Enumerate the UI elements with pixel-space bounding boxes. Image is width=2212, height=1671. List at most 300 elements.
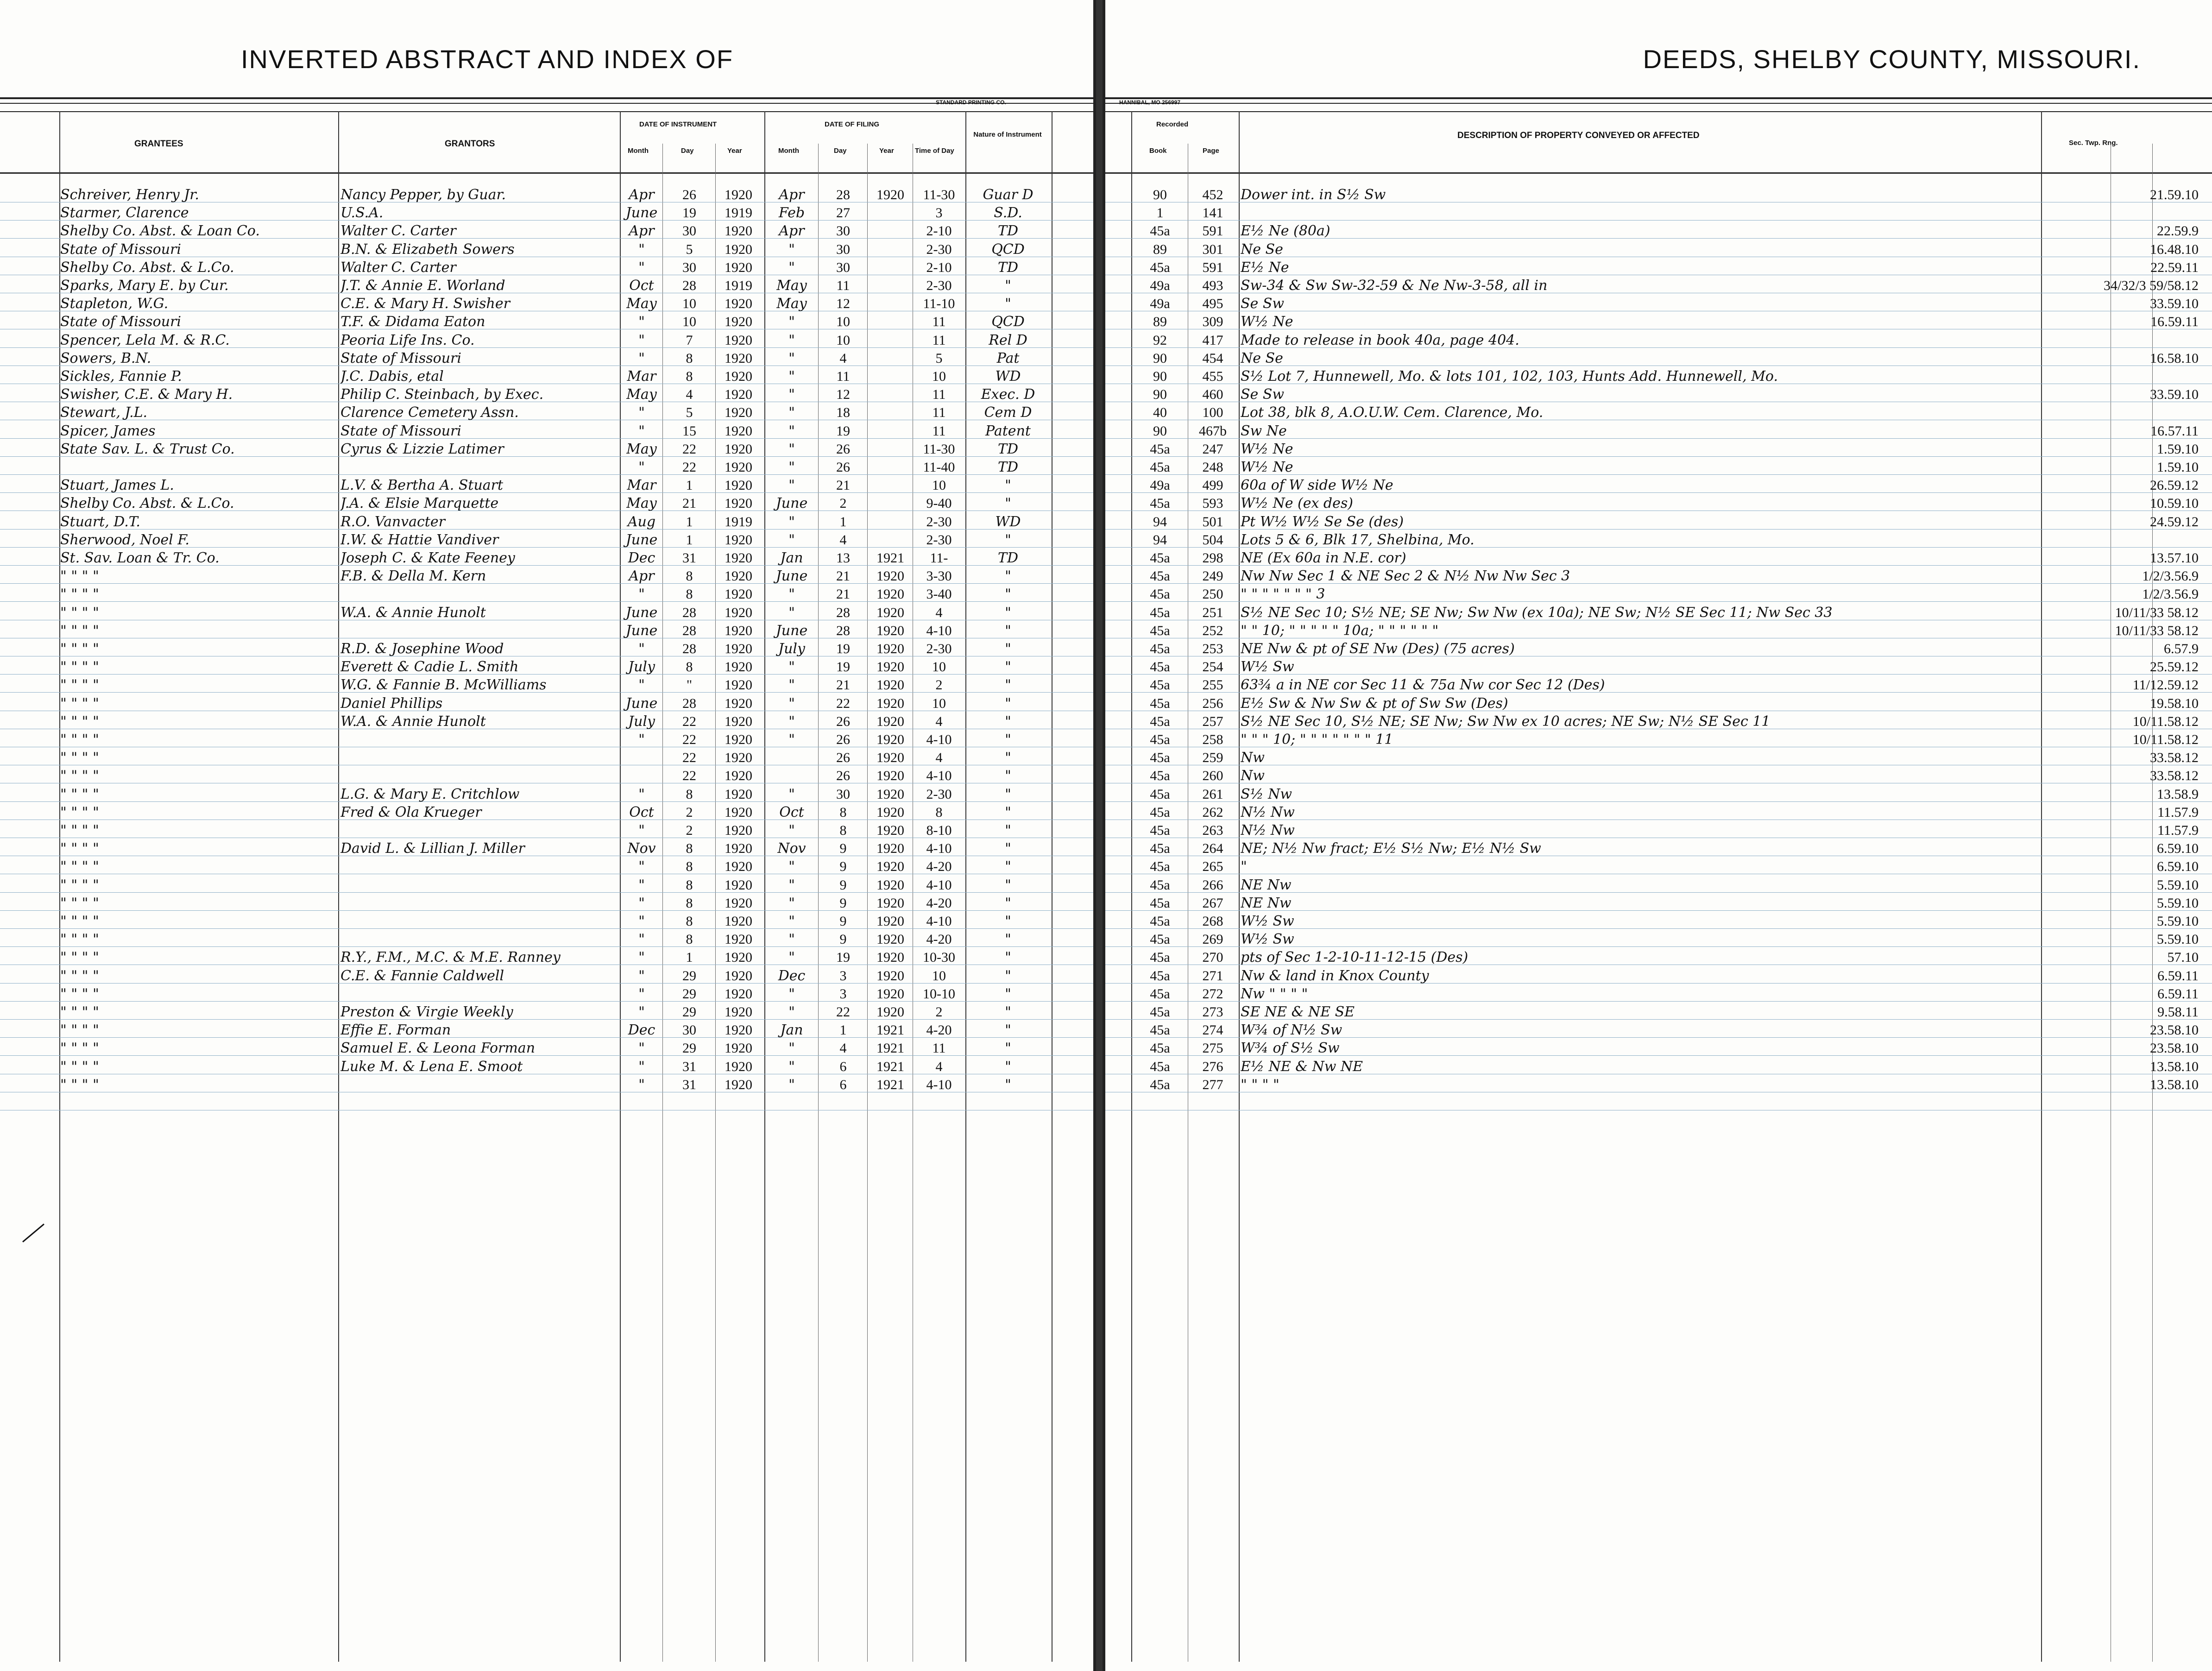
filing-day-cell: 9 xyxy=(839,914,847,929)
grantee-cell: Shelby Co. Abst. & Loan Co. xyxy=(60,223,260,240)
table-row xyxy=(1105,803,2212,821)
page-cell: 257 xyxy=(1202,713,1223,729)
table-row xyxy=(0,857,1093,875)
time-of-day-cell: 4-10 xyxy=(926,841,952,857)
table-row xyxy=(0,657,1093,675)
grantee-cell: " " " " xyxy=(60,568,99,585)
filing-month-cell: " xyxy=(788,423,795,439)
nature-cell: TD xyxy=(997,550,1019,566)
nature-cell: " xyxy=(1005,823,1011,839)
table-row xyxy=(0,385,1093,403)
grantor-cell: J.A. & Elsie Marquette xyxy=(340,496,499,512)
page-cell: 100 xyxy=(1202,405,1223,421)
filing-month-cell: " xyxy=(788,986,795,1002)
grantee-cell: " " " " xyxy=(60,768,99,784)
filing-day-cell: 2 xyxy=(839,496,847,511)
table-row xyxy=(0,839,1093,857)
time-of-day-cell: 4-20 xyxy=(926,932,952,947)
time-of-day-cell: 2 xyxy=(935,1004,943,1020)
grantee-cell: " " " " xyxy=(60,1004,99,1020)
instrument-day-cell: 30 xyxy=(682,259,696,275)
instrument-day-cell: 8 xyxy=(686,568,693,584)
table-row xyxy=(1105,948,2212,966)
sec-twp-rng-cell: 16.48.10 xyxy=(2150,241,2199,257)
grantee-cell: " " " " xyxy=(60,659,99,675)
time-of-day-cell: 2-30 xyxy=(926,641,952,656)
description-cell: Nw xyxy=(1241,750,1265,766)
table-row xyxy=(1105,876,2212,894)
nature-cell: " xyxy=(1005,768,1011,784)
left-ledger-page xyxy=(0,0,1096,1671)
nature-cell: " xyxy=(1005,804,1011,820)
table-row xyxy=(0,930,1093,948)
filing-month-cell: " xyxy=(788,859,795,875)
nature-cell: QCD xyxy=(991,314,1025,330)
filing-day-cell: 12 xyxy=(836,387,850,403)
nature-cell: " xyxy=(1005,877,1011,893)
table-row xyxy=(0,766,1093,784)
time-of-day-cell: 10-10 xyxy=(923,986,955,1002)
filing-month-cell: May xyxy=(776,278,807,294)
table-row xyxy=(0,821,1093,839)
description-cell: E½ Ne (80a) xyxy=(1241,223,1330,240)
time-of-day-cell: 2-30 xyxy=(926,514,952,530)
book-cell: 45a xyxy=(1150,641,1170,656)
book-cell: 49a xyxy=(1150,478,1170,493)
filing-day-cell: 9 xyxy=(839,932,847,947)
filing-day-cell: 10 xyxy=(836,332,850,348)
table-row xyxy=(1105,385,2212,403)
table-row xyxy=(1105,1003,2212,1021)
grantor-cell: State of Missouri xyxy=(340,423,461,439)
description-cell: Sw-34 & Sw Sw-32-59 & Ne Nw-3-58, all in xyxy=(1241,278,1548,294)
table-row xyxy=(1105,349,2212,367)
nature-cell: " xyxy=(1005,841,1011,857)
page-cell: 591 xyxy=(1202,259,1223,275)
page-cell: 274 xyxy=(1202,1022,1223,1038)
sec-twp-rng-cell: 6.59.10 xyxy=(2157,859,2199,875)
page-cell: 454 xyxy=(1202,350,1223,366)
time-of-day-cell: 10-30 xyxy=(923,950,955,965)
nature-cell: " xyxy=(1005,1004,1011,1020)
description-cell: E½ Sw & Nw Sw & pt of Sw Sw (Des) xyxy=(1241,695,1508,712)
description-cell: 63¾ a in NE cor Sec 11 & 75a Nw cor Sec 12 (Des) xyxy=(1241,677,1605,694)
book-cell: 1 xyxy=(1156,205,1164,221)
filing-day-cell: 6 xyxy=(839,1077,847,1092)
table-row xyxy=(1105,785,2212,803)
sec-twp-rng-header: Sec. Twp. Rng. xyxy=(2069,139,2118,147)
book-cell: 89 xyxy=(1153,314,1167,330)
table-row xyxy=(1105,585,2212,603)
sec-twp-rng-cell: 6.59.10 xyxy=(2157,841,2199,857)
instrument-year-cell: 1920 xyxy=(725,441,752,457)
filing-year-cell: 1920 xyxy=(876,713,904,729)
sec-twp-rng-cell: 11.57.9 xyxy=(2157,804,2199,820)
sec-twp-rng-cell: 16.57.11 xyxy=(2150,423,2199,439)
nature-cell: Exec. D xyxy=(981,387,1035,403)
table-row xyxy=(1105,294,2212,312)
table-row xyxy=(1105,748,2212,766)
table-row xyxy=(0,730,1093,748)
table-row xyxy=(0,1039,1093,1057)
page-cell: 267 xyxy=(1202,895,1223,911)
grantee-cell: " " " " xyxy=(60,1022,99,1039)
book-cell: 45a xyxy=(1150,496,1170,511)
grantee-cell: " " " " xyxy=(60,986,99,1002)
table-row xyxy=(0,639,1093,657)
sec-twp-rng-cell: 5.59.10 xyxy=(2157,932,2199,947)
instrument-month-cell: " xyxy=(638,732,645,748)
book-cell: 90 xyxy=(1153,187,1167,202)
filing-day-cell: 9 xyxy=(839,895,847,911)
time-of-day-cell: 4-10 xyxy=(926,1077,952,1092)
table-row xyxy=(0,948,1093,966)
description-cell: W½ Sw xyxy=(1241,914,1294,929)
grantee-cell: State of Missouri xyxy=(60,241,181,258)
table-row xyxy=(0,276,1093,294)
instrument-day-cell: 10 xyxy=(682,296,696,312)
sec-twp-rng-cell: 57.10 xyxy=(2167,950,2199,965)
page-cell: 263 xyxy=(1202,823,1223,838)
filing-day-cell: 12 xyxy=(836,296,850,312)
instrument-day-cell: 28 xyxy=(682,623,696,638)
page-header: Page xyxy=(1203,147,1219,155)
time-of-day-cell: 2-10 xyxy=(926,223,952,239)
book-cell: 45a xyxy=(1150,441,1170,457)
table-row xyxy=(1105,1075,2212,1093)
table-row xyxy=(0,422,1093,440)
filing-day-cell: 4 xyxy=(839,1040,847,1056)
instrument-day-cell: 21 xyxy=(682,496,696,511)
instrument-day-cell: 2 xyxy=(686,823,693,838)
grantee-cell: Schreiver, Henry Jr. xyxy=(60,187,199,203)
description-cell: NE Nw xyxy=(1241,877,1292,893)
table-row xyxy=(0,876,1093,894)
table-row xyxy=(0,331,1093,349)
filing-day-cell: 9 xyxy=(839,859,847,875)
nature-cell: " xyxy=(1005,605,1011,621)
grantee-cell: " " " " xyxy=(60,823,99,839)
sec-twp-rng-cell: 22.59.9 xyxy=(2157,223,2199,239)
description-cell: 60a of W side W½ Ne xyxy=(1241,478,1393,494)
nature-cell: Rel D xyxy=(989,332,1027,348)
nature-cell: " xyxy=(1005,950,1011,966)
page-cell: 467b xyxy=(1199,423,1227,439)
time-of-day-header: Time of Day xyxy=(915,147,954,155)
filing-month-cell: June xyxy=(775,568,808,585)
time-of-day-cell: 10 xyxy=(932,695,946,711)
table-row xyxy=(0,984,1093,1003)
instrument-month-cell: June xyxy=(625,695,658,712)
filing-year-cell: 1920 xyxy=(876,986,904,1002)
grantee-cell: " " " " xyxy=(60,841,99,857)
instrument-month-cell: " xyxy=(638,877,645,893)
page-cell: 252 xyxy=(1202,623,1223,638)
page-cell: 261 xyxy=(1202,786,1223,802)
page-cell: 593 xyxy=(1202,496,1223,511)
instrument-year-cell: 1920 xyxy=(725,532,752,548)
table-row xyxy=(1105,857,2212,875)
nature-cell: " xyxy=(1005,1077,1011,1093)
instrument-month-cell: Mar xyxy=(627,369,656,385)
table-row xyxy=(0,1021,1093,1039)
table-row xyxy=(0,1075,1093,1093)
table-row xyxy=(0,549,1093,567)
instrument-month-cell: " xyxy=(638,259,645,276)
grantor-cell: Everett & Cadie L. Smith xyxy=(340,659,519,675)
instrument-year-cell: 1920 xyxy=(725,641,752,656)
instrument-year-cell: 1920 xyxy=(725,296,752,312)
instrument-year-cell: 1920 xyxy=(725,932,752,947)
sec-twp-rng-cell: 9.58.11 xyxy=(2157,1004,2199,1020)
sec-twp-rng-cell: 33.59.10 xyxy=(2150,387,2199,403)
page-cell: 250 xyxy=(1202,586,1223,602)
filing-month-header: Month xyxy=(778,147,799,155)
instrument-month-cell: Oct xyxy=(629,278,654,294)
grantee-cell: Stuart, D.T. xyxy=(60,514,140,530)
grantor-cell: Peoria Life Ins. Co. xyxy=(340,332,475,348)
instrument-year-cell: 1920 xyxy=(725,877,752,893)
page-cell: 259 xyxy=(1202,750,1223,766)
instrument-day-cell: 8 xyxy=(686,895,693,911)
description-header: DESCRIPTION OF PROPERTY CONVEYED OR AFFECTED xyxy=(1457,131,1700,140)
time-of-day-cell: 11-30 xyxy=(923,441,955,457)
description-cell: Made to release in book 40a, page 404. xyxy=(1241,332,1519,348)
filing-month-cell: " xyxy=(788,241,795,258)
grantee-cell: " " " " xyxy=(60,677,99,694)
instrument-day-cell: 1 xyxy=(686,514,693,530)
table-row xyxy=(1105,276,2212,294)
nature-cell: " xyxy=(1005,659,1011,675)
instrument-day-cell: 8 xyxy=(686,877,693,893)
filing-month-cell: Dec xyxy=(778,968,806,984)
time-of-day-cell: 10 xyxy=(932,968,946,984)
nature-cell: " xyxy=(1005,478,1011,494)
filing-day-cell: 8 xyxy=(839,823,847,838)
book-cell: 45a xyxy=(1150,259,1170,275)
filing-day-cell: 28 xyxy=(836,605,850,620)
book-cell: 49a xyxy=(1150,296,1170,312)
table-row xyxy=(1105,894,2212,912)
grantee-cell: Stuart, James L. xyxy=(60,478,174,494)
table-row xyxy=(1105,966,2212,984)
filing-year-cell: 1921 xyxy=(876,1040,904,1056)
table-row xyxy=(0,512,1093,530)
filing-year-cell: 1920 xyxy=(876,1004,904,1020)
instrument-day-cell: 29 xyxy=(682,986,696,1002)
table-row xyxy=(1105,494,2212,512)
grantee-cell: Shelby Co. Abst. & L.Co. xyxy=(60,259,234,276)
filing-month-cell: " xyxy=(788,350,795,366)
instrument-year-cell: 1920 xyxy=(725,968,752,984)
book-cell: 45a xyxy=(1150,750,1170,766)
description-cell: W¾ of N½ Sw xyxy=(1241,1022,1342,1039)
book-cell: 45a xyxy=(1150,677,1170,693)
time-of-day-cell: 10 xyxy=(932,659,946,675)
instrument-year-cell: 1920 xyxy=(725,914,752,929)
grantee-cell: State Sav. L. & Trust Co. xyxy=(60,441,235,457)
date-of-instrument-header: DATE OF INSTRUMENT xyxy=(639,120,717,128)
grantee-cell: " " " " xyxy=(60,932,99,948)
description-cell: W½ Ne xyxy=(1241,314,1293,330)
instrument-year-cell: 1920 xyxy=(725,786,752,802)
grantor-cell: W.A. & Annie Hunolt xyxy=(340,605,486,621)
filing-month-cell: " xyxy=(788,605,795,621)
grantee-cell: " " " " xyxy=(60,968,99,984)
filing-day-cell: 26 xyxy=(836,460,850,475)
nature-cell: " xyxy=(1005,713,1011,730)
grantee-cell: Sowers, B.N. xyxy=(60,350,151,366)
instrument-month-cell: Dec xyxy=(628,1022,655,1039)
sec-twp-rng-cell: 5.59.10 xyxy=(2157,895,2199,911)
nature-cell: TD xyxy=(997,259,1019,276)
instrument-year-cell: 1920 xyxy=(725,405,752,421)
filing-month-cell: " xyxy=(788,823,795,839)
filing-day-cell: 30 xyxy=(836,259,850,275)
sec-twp-rng-cell: 10/11.58.12 xyxy=(2132,713,2199,729)
table-row xyxy=(1105,221,2212,240)
filing-month-cell: Apr xyxy=(779,187,805,203)
instrument-day-cell: 8 xyxy=(686,859,693,875)
instrument-day-cell: 22 xyxy=(682,732,696,747)
table-row xyxy=(1105,675,2212,694)
time-of-day-cell: 11-10 xyxy=(923,296,955,312)
book-cell: 45a xyxy=(1150,768,1170,784)
table-row xyxy=(0,258,1093,276)
grantor-cell: Walter C. Carter xyxy=(340,223,456,240)
sec-twp-rng-cell: 19.58.10 xyxy=(2150,695,2199,711)
sec-twp-rng-cell: 6.59.11 xyxy=(2157,968,2199,984)
sec-twp-rng-cell: 1.59.10 xyxy=(2157,441,2199,457)
filing-day-cell: 22 xyxy=(836,695,850,711)
instrument-month-cell: May xyxy=(626,296,657,312)
description-cell: Sw Ne xyxy=(1241,423,1287,439)
book-cell: 45a xyxy=(1150,804,1170,820)
instrument-month-cell: Nov xyxy=(627,841,656,857)
grantor-cell: David L. & Lillian J. Miller xyxy=(340,841,525,857)
filing-year-cell: 1920 xyxy=(876,586,904,602)
grantee-cell: " " " " xyxy=(60,1059,99,1075)
description-cell: E½ NE & Nw NE xyxy=(1241,1059,1363,1075)
description-cell: S½ Nw xyxy=(1241,786,1292,802)
instrument-month-cell: " xyxy=(638,1004,645,1020)
table-row xyxy=(0,203,1093,221)
sec-twp-rng-cell: 16.59.11 xyxy=(2150,314,2199,330)
filing-year-cell: 1920 xyxy=(876,568,904,584)
page-cell: 262 xyxy=(1202,804,1223,820)
page-cell: 247 xyxy=(1202,441,1223,457)
filing-month-cell: " xyxy=(788,514,795,530)
sec-twp-rng-cell: 6.59.11 xyxy=(2157,986,2199,1002)
instrument-day-cell: 22 xyxy=(682,768,696,784)
time-of-day-cell: 4-20 xyxy=(926,895,952,911)
time-of-day-cell: 2-30 xyxy=(926,786,952,802)
instrument-day-cell: 2 xyxy=(686,804,693,820)
grantor-cell: R.Y., F.M., M.C. & M.E. Ranney xyxy=(340,950,561,966)
filing-month-cell: Oct xyxy=(779,804,804,820)
time-of-day-cell: 11- xyxy=(930,550,948,566)
table-row xyxy=(0,185,1093,203)
instrument-year-cell: 1920 xyxy=(725,859,752,875)
book-cell: 45a xyxy=(1150,859,1170,875)
filing-day-cell: 28 xyxy=(836,623,850,638)
page-cell: 268 xyxy=(1202,914,1223,929)
book-cell: 45a xyxy=(1150,605,1170,620)
book-cell: 45a xyxy=(1150,223,1170,239)
book-cell: 94 xyxy=(1153,514,1167,530)
filing-month-cell: " xyxy=(788,332,795,348)
instrument-day-cell: 7 xyxy=(686,332,693,348)
sec-twp-rng-cell: 10.59.10 xyxy=(2150,496,2199,511)
nature-cell: Cem D xyxy=(984,405,1032,421)
filing-year-cell: 1920 xyxy=(876,950,904,965)
page-cell: 495 xyxy=(1202,296,1223,312)
filing-day-cell: 26 xyxy=(836,441,850,457)
instrument-year-cell: 1920 xyxy=(725,460,752,475)
table-row xyxy=(1105,203,2212,221)
book-cell: 45a xyxy=(1150,877,1170,893)
time-of-day-cell: 4-10 xyxy=(926,768,952,784)
nature-cell: WD xyxy=(995,369,1021,385)
instrument-month-cell: June xyxy=(625,623,658,639)
filing-month-cell: " xyxy=(788,532,795,548)
filing-month-cell: " xyxy=(788,586,795,603)
nature-cell: " xyxy=(1005,1059,1011,1075)
book-cell: 45a xyxy=(1150,1022,1170,1038)
grantee-cell: " " " " xyxy=(60,586,99,603)
sec-twp-rng-cell: 10/11/33 58.12 xyxy=(2115,623,2199,638)
instrument-month-cell: Apr xyxy=(629,223,655,240)
table-row xyxy=(1105,839,2212,857)
instrument-month-cell: " xyxy=(638,460,645,475)
time-of-day-cell: 8 xyxy=(935,804,943,820)
grantee-cell: " " " " xyxy=(60,641,99,657)
instrument-month-cell: June xyxy=(625,605,658,621)
description-cell: W½ Ne xyxy=(1241,460,1293,475)
nature-cell: " xyxy=(1005,586,1011,603)
table-row xyxy=(0,221,1093,240)
table-row xyxy=(0,1003,1093,1021)
description-cell: Ne Se xyxy=(1241,350,1283,366)
filing-day-cell: 30 xyxy=(836,223,850,239)
book-cell: 45a xyxy=(1150,968,1170,984)
filing-month-cell: " xyxy=(788,259,795,276)
table-row xyxy=(1105,639,2212,657)
instrument-day-cell: 8 xyxy=(686,786,693,802)
page-cell: 276 xyxy=(1202,1059,1223,1074)
description-cell: W½ Sw xyxy=(1241,932,1294,948)
grantor-cell: F.B. & Della M. Kern xyxy=(340,568,486,585)
grantee-cell: " " " " xyxy=(60,623,99,639)
description-cell: S½ NE Sec 10, S½ NE; SE Nw; Sw Nw ex 10 acres; NE Sw; N½ SE Sec 11 xyxy=(1241,713,1771,730)
sec-twp-rng-cell: 33.58.12 xyxy=(2150,750,2199,766)
nature-cell: " xyxy=(1005,568,1011,585)
instrument-year-cell: 1920 xyxy=(725,1077,752,1092)
filing-month-cell: " xyxy=(788,677,795,694)
instrument-day-cell: " xyxy=(686,677,693,693)
book-cell: 45a xyxy=(1150,841,1170,857)
nature-cell: " xyxy=(1005,932,1011,948)
filing-day-cell: 21 xyxy=(836,677,850,693)
time-of-day-cell: 3 xyxy=(935,205,943,221)
instrument-month-cell: Aug xyxy=(627,514,656,530)
instrument-day-cell: 29 xyxy=(682,968,696,984)
instrument-month-cell: Apr xyxy=(629,568,655,585)
sec-twp-rng-cell: 21.59.10 xyxy=(2150,187,2199,202)
sec-twp-rng-cell: 26.59.12 xyxy=(2150,478,2199,493)
sec-twp-rng-cell: 24.59.12 xyxy=(2150,514,2199,530)
time-of-day-cell: 11 xyxy=(932,405,946,421)
